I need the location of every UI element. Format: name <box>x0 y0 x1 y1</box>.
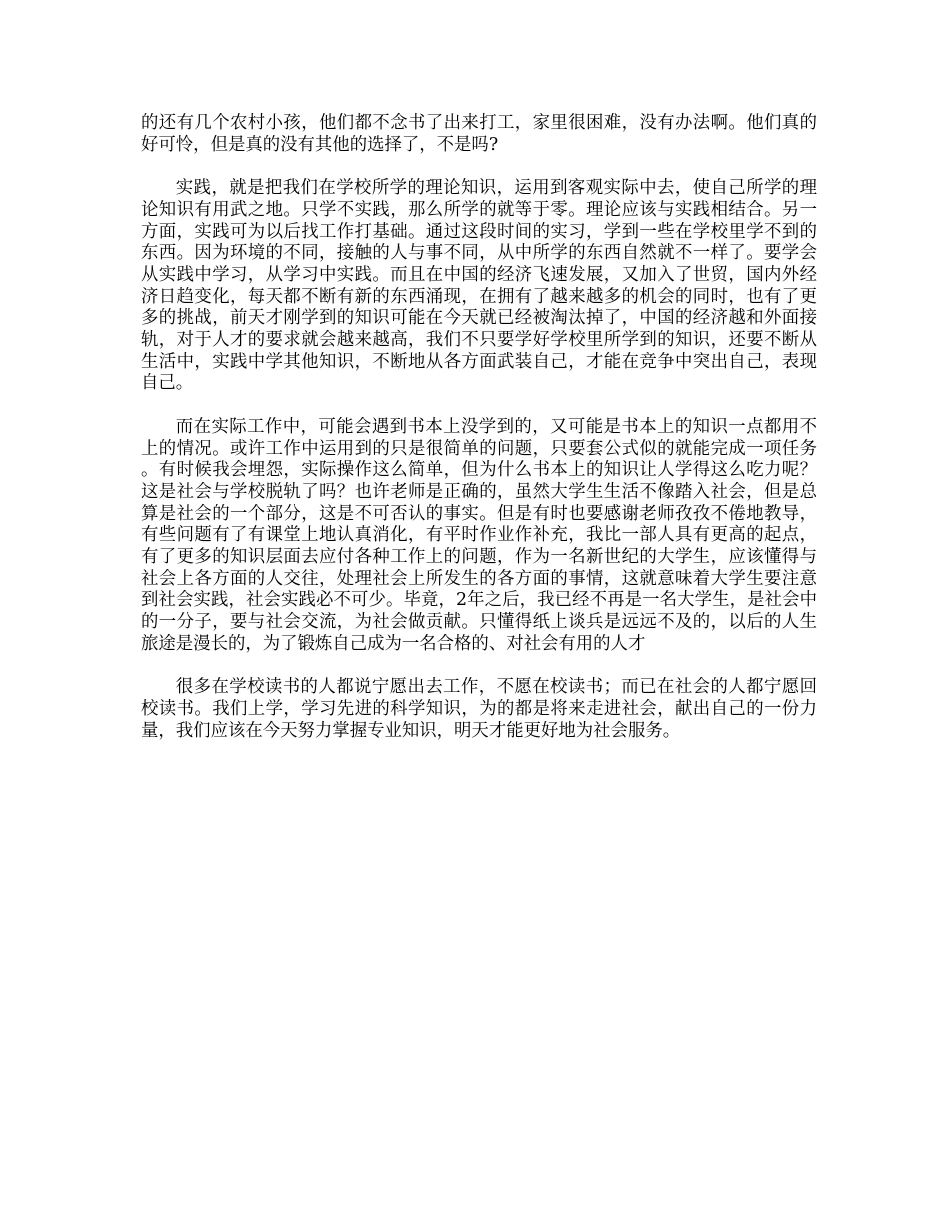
document-body <box>141 113 817 764</box>
paragraph-conclusion: 很多在学校读书的人都说宁愿出去工作，不愿在校读书；而已在社会的人都宁愿回校读书。我们上学，学习先进的科学知识，为的都是将来走进社会，献出自己的一份力量，我们应该在今天努力掌握专业知识，明天才能更好地为社会服务。 <box>141 677 817 741</box>
paragraph-work-experience: 而在实际工作中，可能会遇到书本上没学到的，又可能是书本上的知识一点都用不上的情况。或许工作中运用到的只是很简单的问题，只要套公式似的就能完成一项任务。有时候我会埋怨，实际操作这么简单，但为什么书本上的知识让人学得这么吃力呢？这是社会与学校脱轨了吗？也许老师是正确的，虽然大学生生活不像踏入社会，但是总算是社会的一个部分，这是不可否认的事实。但是有时也要感谢老师孜孜不倦地教导，有些问题有了有课堂上地认真消化，有平时作业作补充，我比一部人具有更高的起点，有了更多的知识层面去应付各种工作上的问题，作为一名新世纪的大学生，应该懂得与社会上各方面的人交往，处理社会上所发生的各方面的事情，这就意味着大学生要注意到社会实践，社会实践必不可少。毕竟，2年之后，我已经不再是一名大学生，是社会中的一分子，要与社会交流，为社会做贡献。只懂得纸上谈兵是远远不及的，以后的人生旅途是漫长的，为了锻炼自己成为一名合格的、对社会有用的人才 <box>141 416 817 654</box>
paragraph-continuation: 的还有几个农村小孩，他们都不念书了出来打工，家里很困难，没有办法啊。他们真的好可怜，但是真的没有其他的选择了，不是吗? <box>141 113 817 155</box>
paragraph-practice: 实践，就是把我们在学校所学的理论知识，运用到客观实际中去，使自己所学的理论知识有用武之地。只学不实践，那么所学的就等于零。理论应该与实践相结合。另一方面，实践可为以后找工作打基础。通过这段时间的实习，学到一些在学校里学不到的东西。因为环境的不同，接触的人与事不同，从中所学的东西自然就不一样了。要学会从实践中学习，从学习中实践。而且在中国的经济飞速发展，又加入了世贸，国内外经济日趋变化，每天都不断有新的东西涌现，在拥有了越来越多的机会的同时，也有了更多的挑战，前天才刚学到的知识可能在今天就已经被淘汰掉了，中国的经济越和外面接轨，对于人才的要求就会越来越高，我们不只要学好学校里所学到的知识，还要不断从生活中，实践中学其他知识，不断地从各方面武装自己，才能在竞争中突出自己，表现自己。 <box>141 178 817 394</box>
